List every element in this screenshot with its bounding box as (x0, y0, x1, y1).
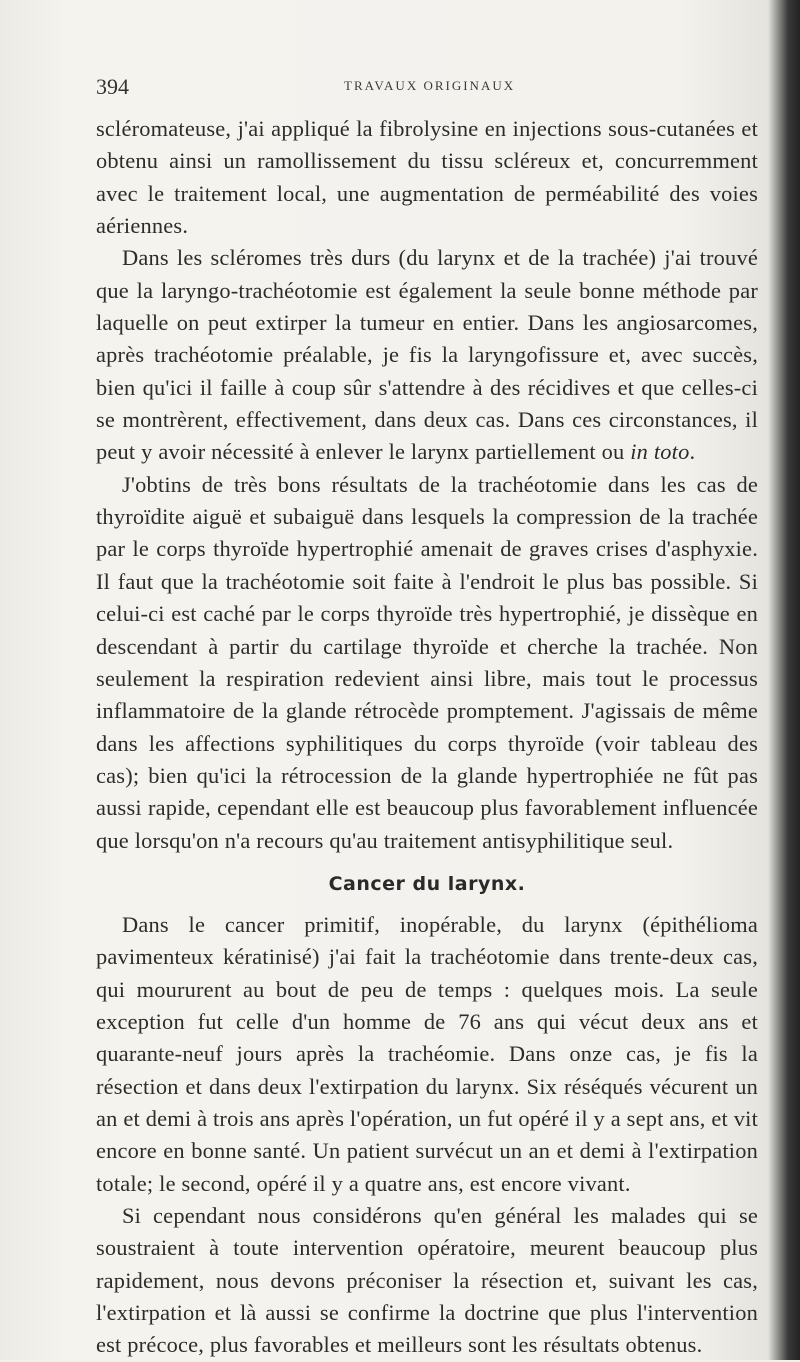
page-header (96, 74, 758, 98)
paragraph-thyroidite: J'obtins de très bons résultats de la trachéotomie dans les cas de thyroïdite aiguë et subaiguë dans lesquels la compression de la trachée par le corps thyroïde hypertrophié amenait de graves crises d'asphyxie. Il faut que la trachéotomie soit faite à l'endroit le plus bas possible. Si celui-ci est caché par le corps thyroïde très hypertrophié, je dissèque en descendant à partir du cartilage thyroïde et cherche la trachée. Non seulement la respiration redevient ainsi libre, mais tout le processus inflammatoire de la glande rétrocède promptement. J'agissais de même dans les affections syphilitiques du corps thyroïde (voir tableau des cas); bien qu'ici la rétrocession de la glande hypertrophiée ne fût pas aussi rapide, cependant elle est beaucoup plus favorablement influencée que lorsqu'on n'a recours qu'au traitement antisyphilitique seul. (96, 471, 758, 853)
paragraph-conclusion: Si cependant nous considérons qu'en général les malades qui se soustraient à toute intervention opératoire, meurent beaucoup plus rapidement, nous devons préconiser la résection et, suivant les cas, l'extirpation et là aussi se confirme la doctrine que plus l'intervention est précoce, plus favorables et meilleurs sont les résultats obtenus. (96, 1203, 758, 1358)
paragraph-scleromes-text: Dans les scléromes très durs (du larynx et de la trachée) j'ai trouvé que la laryngo-trachéotomie est également la seule bonne méthode par laquelle on peut extirper la tumeur en entier. Dans les angiosarcomes, après trachéotomie préalable, je fis la laryngofissure et, avec succès, bien qu'ici il faille à coup sûr s'attendre à des récidives et que celles-ci se montrèrent, effectivement, dans deux cas. Dans ces circonstances, il peut y avoir nécessité à enlever le larynx partiellement ou (96, 245, 758, 465)
paragraph-cancer: Dans le cancer primitif, inopérable, du larynx (épithélioma pavimenteux kératinisé) j'ai fait la trachéotomie dans trente-deux cas, qui moururent au bout de peu de temps : quelques mois. La seule exception fut celle d'un homme de 76 ans qui vécut deux ans et quarante-neuf jours après la trachéomie. Dans onze cas, je fis la résection et dans deux l'extirpation du larynx. Six réséqués vécurent un an et demi à trois ans après l'opération, un fut opéré il y a sept ans, et vit encore en bonne santé. Un patient survécut un an et demi à l'extirpation totale; le second, opéré il y a quatre ans, est encore vivant. (96, 911, 758, 1196)
paragraph-continuation: scléromateuse, j'ai appliqué la fibrolysine en injections sous-cutanées et obtenu ainsi un ramollissement du tissu scléreux et, concurremment avec le traitement local, une augmentation de perméabilité des voies aériennes. (96, 116, 758, 239)
paragraph-scleromes-end: . (689, 439, 696, 465)
paragraph-scleromes-italic: in toto (630, 439, 690, 465)
paragraph-scleromes (96, 242, 758, 468)
section-heading: Cancer du larynx. (328, 872, 526, 895)
body-text (96, 113, 758, 1362)
page-number: 394 (96, 74, 129, 99)
running-title: TRAVAUX ORIGINAUX (344, 78, 516, 93)
